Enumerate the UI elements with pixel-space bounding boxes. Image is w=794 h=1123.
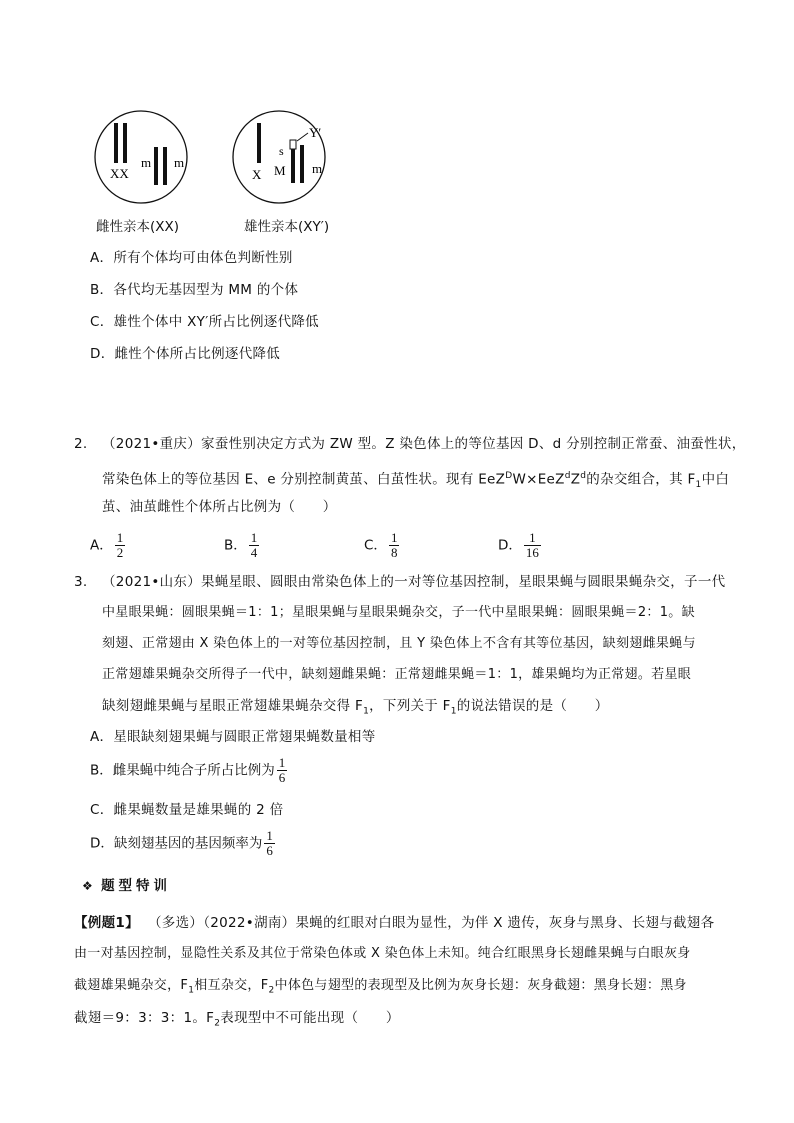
q2-text-mid: W×EeZ bbox=[512, 471, 565, 488]
q2-sup-d2: d bbox=[564, 471, 571, 481]
q2-line-3: 茧、油茧雌性个体所占比例为（ ） bbox=[102, 499, 337, 515]
male-M-label: M bbox=[274, 163, 286, 178]
fraction-numerator: 1 bbox=[266, 828, 273, 843]
q2-line-2 bbox=[102, 466, 729, 495]
fraction-denominator: 4 bbox=[250, 545, 258, 560]
q2-option-b-fraction bbox=[249, 531, 260, 560]
female-x-chromosome-1 bbox=[114, 123, 118, 163]
example-sub-2: 2 bbox=[268, 985, 275, 996]
example-text-4b: 表现型中不可能出现（ ） bbox=[220, 1010, 400, 1026]
male-s-label: s bbox=[279, 144, 284, 158]
example-text-4a: 截翅＝9：3：3：1。F bbox=[74, 1010, 215, 1026]
example-text-3c: 中体色与翅型的表现型及比例为灰身长翅：灰身截翅：黑身长翅：黑身 bbox=[274, 978, 687, 993]
male-m-label: m bbox=[312, 161, 323, 176]
q3-line-2: 中星眼果蝇：圆眼果蝇＝1：1；星眼果蝇与星眼果蝇杂交，子一代中星眼果蝇：圆眼果蝇＝2：1。缺 bbox=[102, 605, 695, 620]
q3-source: （2021•山东） bbox=[102, 574, 202, 590]
q3-option-a: A．星眼缺刻翅果蝇与圆眼正常翅果蝇数量相等 bbox=[90, 729, 376, 745]
section-header bbox=[82, 876, 171, 896]
q2-line-1 bbox=[74, 434, 746, 454]
male-x-label: X bbox=[252, 167, 262, 182]
male-m-chromosome bbox=[300, 145, 304, 183]
section-marker-icon: ❖ bbox=[82, 879, 94, 893]
section-title: 题型特训 bbox=[101, 878, 172, 894]
example-sub-3: 2 bbox=[214, 1018, 221, 1029]
fraction-denominator: 16 bbox=[525, 545, 539, 560]
fraction-numerator: 1 bbox=[390, 530, 398, 545]
q2-option-d-fraction bbox=[524, 531, 541, 560]
q2-text-z: Z bbox=[570, 471, 581, 488]
q3-option-b bbox=[90, 756, 289, 785]
q3-text-1: 果蝇星眼、圆眼由常染色体上的一对等位基因控制，星眼果蝇与圆眼果蝇杂交，子一代 bbox=[201, 574, 726, 590]
q2-option-c bbox=[364, 531, 401, 560]
example-line-2: 由一对基因控制，显隐性关系及其位于常染色体或 X 染色体上未知。纯合红眼黑身长翅雌果蝇与白眼灰身 bbox=[74, 946, 691, 961]
fraction-denominator: 6 bbox=[278, 770, 286, 785]
male-x-chromosome bbox=[257, 123, 261, 163]
female-m-chromosome-2 bbox=[163, 147, 167, 185]
q3-option-d-fraction bbox=[264, 829, 275, 858]
example-sub-1: 1 bbox=[188, 985, 195, 996]
q2-sup-d3: d bbox=[580, 471, 587, 481]
q3-option-b-text: B．雌果蝇中纯合子所占比例为 bbox=[90, 762, 275, 779]
q3-option-b-fraction bbox=[277, 756, 288, 785]
female-x-label: XX bbox=[110, 166, 129, 181]
example-line-4 bbox=[74, 1008, 400, 1034]
q3-line-1 bbox=[74, 572, 725, 592]
q1-option-b: B．各代均无基因型为 MM 的个体 bbox=[90, 282, 299, 298]
example-text-3b: 相互杂交，F bbox=[194, 978, 269, 993]
q3-line-5 bbox=[102, 696, 609, 722]
q2-option-c-label: C． bbox=[364, 537, 387, 554]
q2-text-2: 常染色体上的等位基因 E、e 分别控制黄茧、白茧性状。现有 EeZ bbox=[102, 471, 506, 488]
male-parent-caption: 雄性亲本(XY′) bbox=[244, 219, 330, 235]
q2-text-tail: 中白 bbox=[701, 471, 730, 488]
y-prime-pointer bbox=[297, 133, 308, 141]
fraction-numerator: 1 bbox=[278, 755, 286, 770]
fraction-numerator: 1 bbox=[116, 530, 124, 545]
example-text-1: （多选）（2022•湖南）果蝇的红眼对白眼为显性，为伴 X 遗传，灰身与黑身、长翅与截翅各 bbox=[148, 915, 715, 931]
female-m-left-label: m bbox=[141, 155, 152, 170]
q3-line-4: 正常翅雄果蝇杂交所得子一代中，缺刻翅雌果蝇：正常翅雌果蝇＝1：1，雄果蝇均为正常翅。若星眼 bbox=[102, 667, 692, 682]
fraction-denominator: 2 bbox=[116, 545, 124, 560]
example-line-3 bbox=[74, 976, 687, 1001]
fraction-denominator: 6 bbox=[266, 843, 273, 858]
fraction-numerator: 1 bbox=[524, 531, 541, 546]
q3-text-5b: ，下列关于 F bbox=[369, 698, 451, 714]
q2-option-b bbox=[224, 531, 261, 560]
q3-text-5c: 的说法错误的是（ ） bbox=[456, 698, 609, 714]
q2-option-d bbox=[498, 531, 543, 560]
q3-option-c: C．雌果蝇数量是雄果蝇的 2 倍 bbox=[90, 802, 284, 818]
q3-number: 3. bbox=[74, 574, 88, 590]
example-text-3a: 截翅雄果蝇杂交，F bbox=[74, 978, 189, 993]
q2-text-end: 的杂交组合，其 F bbox=[586, 471, 696, 488]
male-y-chromosome bbox=[291, 149, 295, 183]
q2-option-a bbox=[90, 531, 127, 560]
male-s-segment bbox=[290, 140, 296, 149]
q3-option-d-text: D．缺刻翅基因的基因频率为 bbox=[90, 835, 263, 852]
q2-sup-d: D bbox=[505, 471, 513, 481]
q2-option-a-label: A． bbox=[90, 537, 113, 554]
q3-sub-1: 1 bbox=[363, 706, 370, 717]
q2-number: 2. bbox=[74, 436, 88, 452]
male-y-prime-label: Y′ bbox=[309, 125, 322, 140]
q1-option-d: D．雌性个体所占比例逐代降低 bbox=[90, 346, 281, 362]
female-parent-caption: 雌性亲本(XX) bbox=[96, 219, 180, 235]
q3-text-5a: 缺刻翅雌果蝇与星眼正常翅雄果蝇杂交得 F bbox=[102, 698, 364, 714]
chromosome-figure bbox=[88, 105, 348, 205]
q3-option-d bbox=[90, 829, 277, 858]
fraction-denominator: 8 bbox=[390, 545, 398, 560]
example-tag: 【例题1】 bbox=[74, 915, 139, 931]
q2-option-a-fraction bbox=[115, 531, 126, 560]
q3-line-3: 刻翅、正常翅由 X 染色体上的一对等位基因控制，且 Y 染色体上不含有其等位基因，缺刻翅雌果蝇与 bbox=[102, 636, 696, 651]
q2-option-b-label: B． bbox=[224, 537, 247, 554]
q2-text-1: 家蚕性别决定方式为 ZW 型。Z 染色体上的等位基因 D、d 分别控制正常蚕、油蚕性状， bbox=[201, 436, 746, 452]
fraction-numerator: 1 bbox=[250, 530, 258, 545]
female-m-chromosome-1 bbox=[154, 147, 158, 185]
q2-sub-1: 1 bbox=[695, 480, 702, 491]
female-x-chromosome-2 bbox=[123, 123, 127, 163]
q1-option-c: C．雄性个体中 XY′所占比例逐代降低 bbox=[90, 314, 319, 330]
q3-sub-2: 1 bbox=[450, 706, 457, 717]
female-m-right-label: m bbox=[174, 155, 185, 170]
q2-source: （2021•重庆） bbox=[102, 436, 202, 452]
q2-option-d-label: D． bbox=[498, 537, 522, 554]
q1-option-a: A．所有个体均可由体色判断性别 bbox=[90, 250, 293, 266]
example-line-1 bbox=[74, 913, 714, 933]
q2-option-c-fraction bbox=[389, 531, 400, 560]
